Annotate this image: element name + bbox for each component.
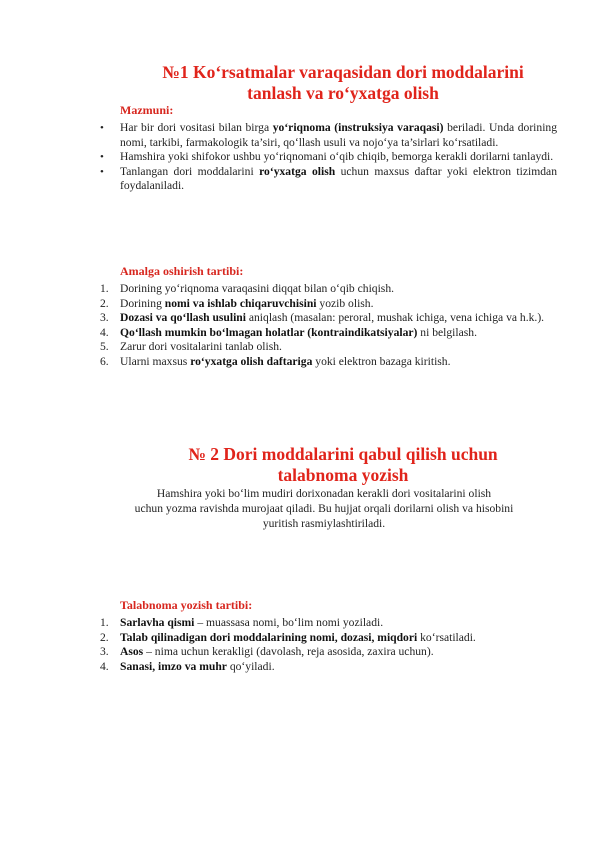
item-number: 2. (100, 296, 109, 310)
item-text: Hamshira yoki shifokor ushbu yo‘riqnomani o‘qib chiqib, bemorga kerakli dorilarni tanlaydi. (120, 150, 554, 164)
item-bold: Talab qilinadigan dori moddalarining nomi, dozasi, miqdori (120, 630, 418, 644)
list-item (100, 311, 557, 326)
item-bold: Sanasi, imzo va muhr (120, 659, 227, 673)
section2-title-line1: № 2 Dori moddalarini qabul qilish uchun (188, 444, 498, 464)
item-number: 2. (100, 630, 109, 644)
section1-steps-list (100, 282, 557, 370)
item-text: – nima uchun kerakligi (davolash, reja asosida, zaxira uchun). (143, 645, 434, 659)
item-bold: Qo‘llash mumkin bo‘lmagan holatlar (kontraindikatsiyalar) (120, 325, 418, 339)
list-item (100, 645, 557, 660)
item-text: Tanlangan dori moddalarini (120, 164, 260, 178)
section1-title (90, 62, 596, 104)
item-text: beriladi. Unda dorining nomi, tarkibi, farmakologik ta’siri, qo‘llash usuli va nojo‘ya ta’sirlari ko‘rsatiladi. (120, 121, 558, 149)
item-bold: Dozasi va qo‘llash usulini (120, 311, 246, 325)
section2-title (90, 444, 596, 486)
item-bold: ro‘yxatga olish daftariga (190, 354, 313, 368)
item-number: 5. (100, 340, 109, 354)
intro-line: Hamshira yoki bo‘lim mudiri dorixonadan kerakli dori vositalarini olish (156, 487, 492, 500)
bullet-icon: • (100, 165, 104, 178)
section1-content-heading: Mazmuni: (120, 103, 174, 117)
item-text: yozib olish. (316, 296, 374, 310)
item-text: Dorining yo‘riqnoma varaqasini diqqat bilan o‘qib chiqish. (120, 282, 395, 295)
item-number: 1. (100, 616, 109, 629)
list-item (100, 340, 557, 355)
bullet-icon: • (100, 122, 104, 134)
item-bold: yo‘riqnoma (instruksiya varaqasi) (272, 121, 444, 134)
list-item (100, 282, 557, 297)
item-text: Ularni maxsus (120, 354, 191, 368)
list-item (100, 150, 557, 165)
intro-line: uchun yozma ravishda murojaat qiladi. Bu hujjat orqali dorilarni olish va hisobini (134, 501, 514, 515)
item-bold: Asos (120, 645, 144, 659)
list-item (100, 616, 557, 631)
list-item (100, 630, 557, 646)
item-text: – muassasa nomi, bo‘lim nomi yoziladi. (194, 616, 384, 629)
list-item (100, 121, 558, 150)
item-text: qo‘yiladi. (226, 659, 275, 673)
section2-title-line2: talabnoma yozish (277, 465, 409, 485)
item-number: 1. (100, 282, 109, 295)
item-number: 4. (100, 659, 109, 673)
intro-line: yuritish rasmiylashtiriladi. (262, 516, 386, 530)
item-bold: nomi va ishlab chiqaruvchisini (164, 296, 317, 310)
section1-bullet-list (100, 121, 558, 194)
item-number: 6. (100, 354, 109, 368)
item-text: ko‘rsatiladi. (417, 630, 476, 644)
item-bold: ro‘yxatga olish (259, 164, 336, 178)
item-text: Har bir dori vositasi bilan birga (120, 121, 273, 134)
list-item (100, 354, 557, 370)
item-text: aniqlash (masalan: peroral, mushak ichiga, vena ichiga va h.k.). (245, 311, 545, 325)
item-text: Dorining (120, 296, 165, 310)
item-text: uchun maxsus daftar yoki elektron tizimdan foydalaniladi. (120, 164, 557, 193)
list-item (100, 325, 557, 341)
item-text: Zarur dori vositalarini tanlab olish. (120, 340, 282, 354)
list-item (100, 296, 557, 312)
list-item (100, 164, 557, 194)
section2-steps-heading: Talabnoma yozish tartibi: (120, 598, 253, 612)
item-number: 3. (100, 645, 109, 659)
section1-steps-heading: Amalga oshirish tartibi: (120, 264, 244, 278)
bullet-icon: • (100, 151, 104, 164)
section2-intro (88, 487, 560, 531)
list-item (100, 659, 557, 675)
item-number: 4. (100, 325, 109, 339)
item-text: ni belgilash. (417, 325, 477, 339)
section1-title-line2: tanlash va ro‘yxatga olish (247, 83, 439, 103)
section2-steps-list (100, 616, 557, 674)
item-text: yoki elektron bazaga kiritish. (312, 354, 451, 368)
section1-title-line1: №1 Ko‘rsatmalar varaqasidan dori moddalarini (162, 62, 524, 82)
item-bold: Sarlavha qismi (120, 616, 195, 629)
item-number: 3. (100, 311, 109, 325)
